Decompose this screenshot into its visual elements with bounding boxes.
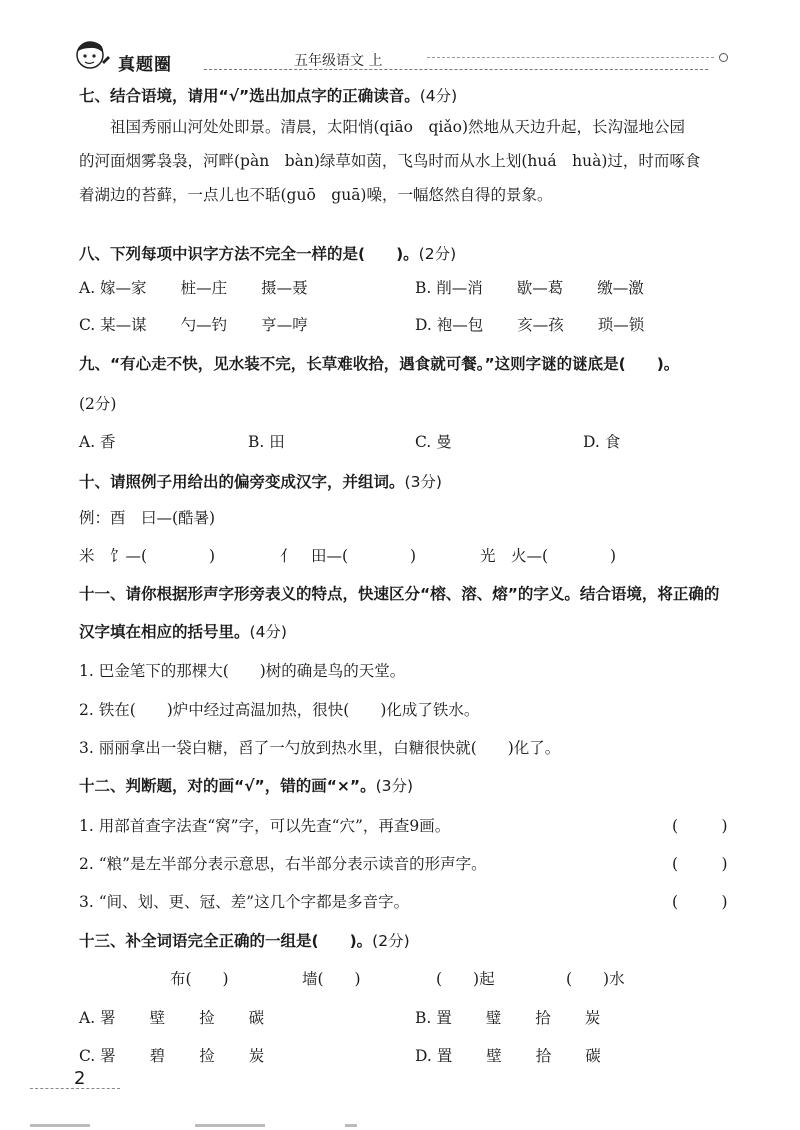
page-number: 2 <box>74 1068 86 1089</box>
q12-item-2: 2. “粮”是左半部分表示意思，右半部分表示读音的形声字。 <box>79 855 487 873</box>
q9-score: (2分) <box>79 395 117 413</box>
q9-option-b[interactable]: B. 田 <box>248 433 285 451</box>
q12-item-3: 3. “间、划、更、冠、差”这几个字都是多音字。 <box>79 893 410 911</box>
q11-item-3[interactable]: 3. 丽丽拿出一袋白糖，舀了一勺放到热水里，白糖很快就( )化了。 <box>79 739 561 757</box>
q12-answer-1[interactable]: ( ) <box>672 817 742 835</box>
q13-blank-3: ( )起 <box>436 970 495 988</box>
q13-title: 十三、补全词语完全正确的一组是( )。(2分) <box>79 932 410 950</box>
q12-title: 十二、判断题，对的画“√”，错的画“×”。(3分) <box>79 777 414 795</box>
q13-option-a[interactable]: A. 署 壁 捡 碳 <box>79 1009 265 1027</box>
q8-title: 八、下列每项中识字方法不完全一样的是( )。(2分) <box>79 245 457 263</box>
q9-title: 九、“有心走不快，见水装不完，长草难收拾，遇食就可餐。”这则字谜的谜底是( )。 <box>79 355 680 373</box>
q11-item-1[interactable]: 1. 巴金笔下的那棵大( )树的确是鸟的天堂。 <box>79 662 406 680</box>
q8-option-d[interactable]: D. 袍—包 亥—孩 琐—锁 <box>415 316 645 334</box>
q12-item-1: 1. 用部首查字法查“窝”字，可以先查“穴”，再查9画。 <box>79 817 451 835</box>
q9-option-c[interactable]: C. 曼 <box>415 433 452 451</box>
q12-answer-3[interactable]: ( ) <box>672 893 742 911</box>
q12-answer-2[interactable]: ( ) <box>672 855 742 873</box>
q13-blank-2: 墙( ) <box>302 970 361 988</box>
page-number-underline <box>30 1088 120 1089</box>
subject-label: 五年级语文 上 <box>294 53 383 69</box>
q10-item-1[interactable]: 米 饣—( ) <box>79 547 216 565</box>
q11-title-line-1: 十一、请你根据形声字形旁表义的特点，快速区分“榕、溶、熔”的字义。结合语境，将正确的 <box>79 585 720 603</box>
footer-mark <box>30 1124 90 1127</box>
header-underline <box>204 69 708 70</box>
q13-blank-1: 布( ) <box>170 970 229 988</box>
q9-option-a[interactable]: A. 香 <box>79 433 116 451</box>
q7-line-2: 的河面烟雾袅袅，河畔(pàn bàn)绿草如茵，飞鸟时而从水上划(huá huà)过，时而啄食 <box>79 152 701 170</box>
q7-passage <box>79 110 719 212</box>
brand-title: 真题圈 <box>118 55 172 75</box>
q7-line-1: 祖国秀丽山河处处即景。清晨，太阳悄(qiāo qiǎo)然地从天边升起，长沟湿地公园 <box>79 118 686 136</box>
q10-item-2[interactable]: 亻 田—( ) <box>280 547 417 565</box>
q10-item-3[interactable]: 光 火—( ) <box>480 547 617 565</box>
q8-option-c[interactable]: C. 某—谋 勺—钓 亨—哼 <box>79 316 308 334</box>
q9-option-d[interactable]: D. 食 <box>583 433 621 451</box>
footer-mark <box>345 1124 357 1127</box>
q8-option-b[interactable]: B. 削—消 歇—葛 缴—激 <box>415 279 644 297</box>
header-dashed-line <box>427 57 714 58</box>
q13-option-c[interactable]: C. 署 碧 捡 炭 <box>79 1047 265 1065</box>
q10-title: 十、请照例子用给出的偏旁变成汉字，并组词。(3分) <box>79 473 442 491</box>
q7-line-3: 着湖边的苔藓，一点儿也不聒(guō guā)噪，一幅悠然自得的景象。 <box>79 186 553 204</box>
q8-option-a[interactable]: A. 嫁—家 桩—庄 摄—聂 <box>79 279 308 297</box>
q11-item-2[interactable]: 2. 铁在( )炉中经过高温加热，很快( )化成了铁水。 <box>79 701 480 719</box>
header-end-circle-icon <box>719 53 728 62</box>
q13-option-d[interactable]: D. 置 壁 拾 碳 <box>415 1047 601 1065</box>
mascot-logo-icon <box>72 38 112 74</box>
page-header <box>72 38 732 74</box>
q7-title: 七、结合语境，请用“√”选出加点字的正确读音。(4分) <box>79 87 458 105</box>
q13-option-b[interactable]: B. 置 璧 拾 炭 <box>415 1009 601 1027</box>
q10-example: 例：酉 曰—(酷暑) <box>79 509 216 527</box>
q11-title-line-2: 汉字填在相应的括号里。(4分) <box>79 623 287 641</box>
q13-blank-4: ( )水 <box>566 970 625 988</box>
footer-mark <box>195 1124 265 1127</box>
